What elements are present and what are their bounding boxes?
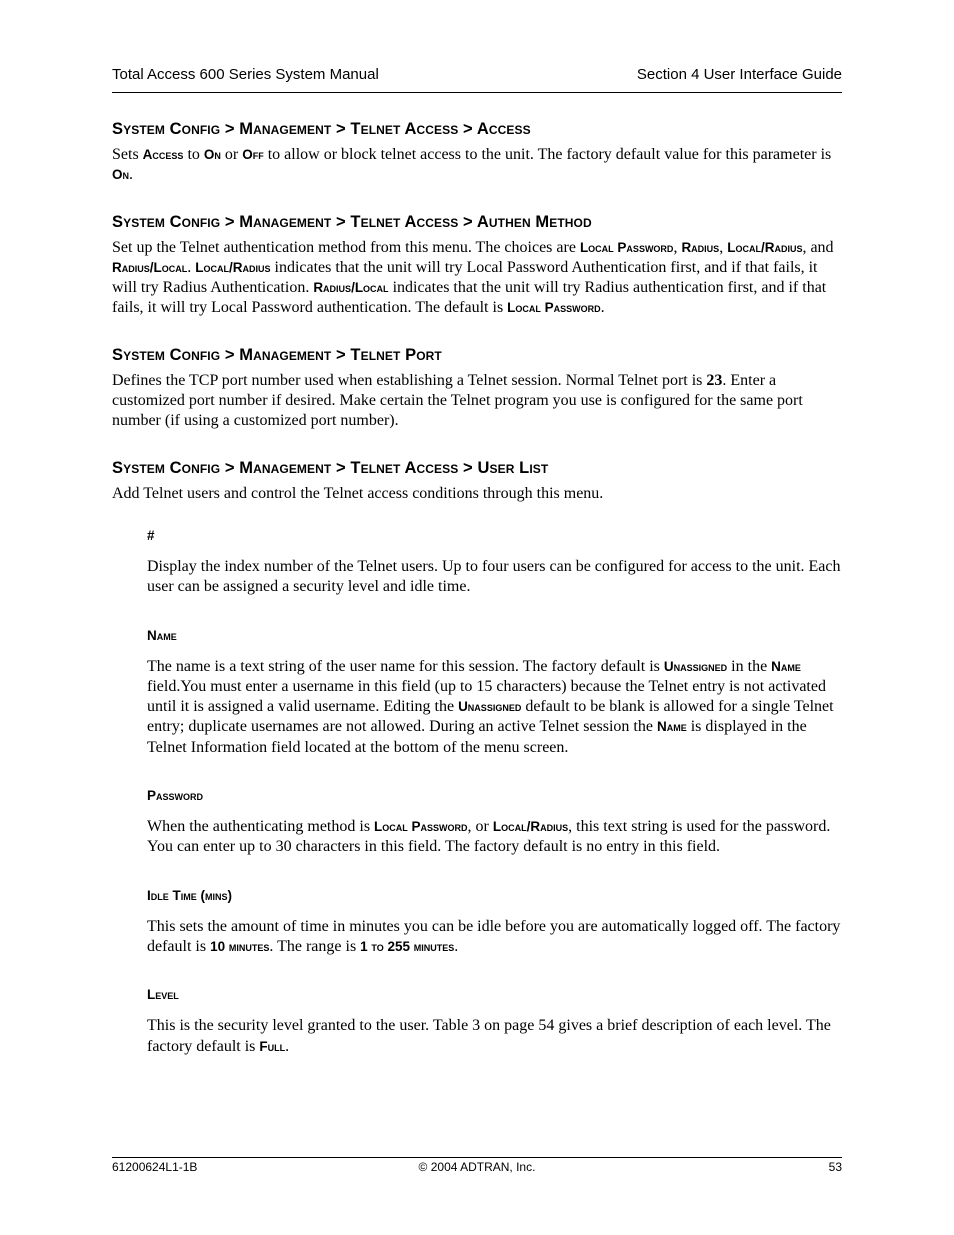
field-level-body: This is the security level granted to the user. Table 3 on page 54 gives a brief description of each level. The factory default is Full. (147, 1017, 831, 1055)
field-name-title: Name (147, 627, 177, 643)
field-password-body: When the authenticating method is Local Password, or Local/Radius, this text string is used for the password. You can enter up to 30 characters in this field. The factory default is no entry in this field. (147, 818, 831, 856)
section-access-title: System Config > Management > Telnet Access > Access (112, 120, 531, 138)
section-access (112, 120, 842, 186)
section-user-list-body: Add Telnet users and control the Telnet access conditions through this menu. (112, 484, 604, 502)
field-level (147, 987, 842, 1057)
section-access-body: Sets Access to On or Off to allow or block telnet access to the unit. The factory default value for this parameter is On. (112, 146, 832, 184)
field-index (147, 528, 842, 598)
field-index-title: # (147, 527, 155, 543)
section-telnet-port-body: Defines the TCP port number used when establishing a Telnet session. Normal Telnet port is 23. Enter a customized port number if desired. Make certain the Telnet program you use is configured for the same port number (if using a customized port number). (112, 371, 803, 430)
footer-copyright: © 2004 ADTRAN, Inc. (418, 1160, 536, 1174)
header-rule (112, 92, 842, 93)
field-name (147, 628, 842, 758)
field-index-body: Display the index number of the Telnet users. Up to four users can be configured for access to the unit. Each user can be assigned a security level and idle time. (147, 557, 841, 596)
field-idle-time-title: Idle Time (mins) (147, 887, 232, 903)
header-section-title: Section 4 User Interface Guide (636, 66, 842, 83)
section-telnet-port-title: System Config > Management > Telnet Port (112, 345, 442, 364)
section-telnet-port (112, 346, 842, 432)
field-idle-time-body: This sets the amount of time in minutes you can be idle before you are automatically logged off. The factory default is 10 minutes. The range is 1 to 255 minutes. (147, 917, 841, 955)
field-idle-time (147, 888, 842, 958)
section-authen-method-body: Set up the Telnet authentication method from this menu. The choices are Local Password, Radius, Local/Radius, and Radius/Local. Local/Radius indicates that the unit will try Local Password Authentication first, and if that fails, it will try Radius Authentication. Radius/Local indicates that the unit will try Radius authentication first, and if that fails, it will try Local Password authentication. The default is Local Password. (112, 238, 834, 317)
field-password (147, 788, 842, 858)
section-authen-method (112, 213, 842, 319)
section-user-list-title: System Config > Management > Telnet Access > User List (112, 458, 549, 477)
footer-part-number: 61200624L1-1B (112, 1160, 198, 1174)
field-name-body: The name is a text string of the user name for this session. The factory default is Unassigned in the Name field.You must enter a username in this field (up to 15 characters) because the Telnet entry is not activated until it is assigned a valid username. Editing the Unassigned default to be blank is allowed for a single Telnet entry; duplicate usernames are not allowed. During an active Telnet session the Name is displayed in the Telnet Information field located at the bottom of the menu screen. (147, 657, 834, 756)
user-list-fields (147, 528, 842, 1057)
page-header (112, 64, 842, 86)
field-password-title: Password (147, 788, 204, 804)
footer-rule (112, 1157, 842, 1158)
field-level-title: Level (147, 987, 179, 1003)
page-content (112, 120, 842, 1087)
header-manual-title: Total Access 600 Series System Manual (112, 66, 379, 83)
section-user-list (112, 459, 842, 504)
section-authen-method-title: System Config > Management > Telnet Access > Authen Method (112, 212, 592, 231)
footer-page-number: 53 (828, 1160, 842, 1174)
